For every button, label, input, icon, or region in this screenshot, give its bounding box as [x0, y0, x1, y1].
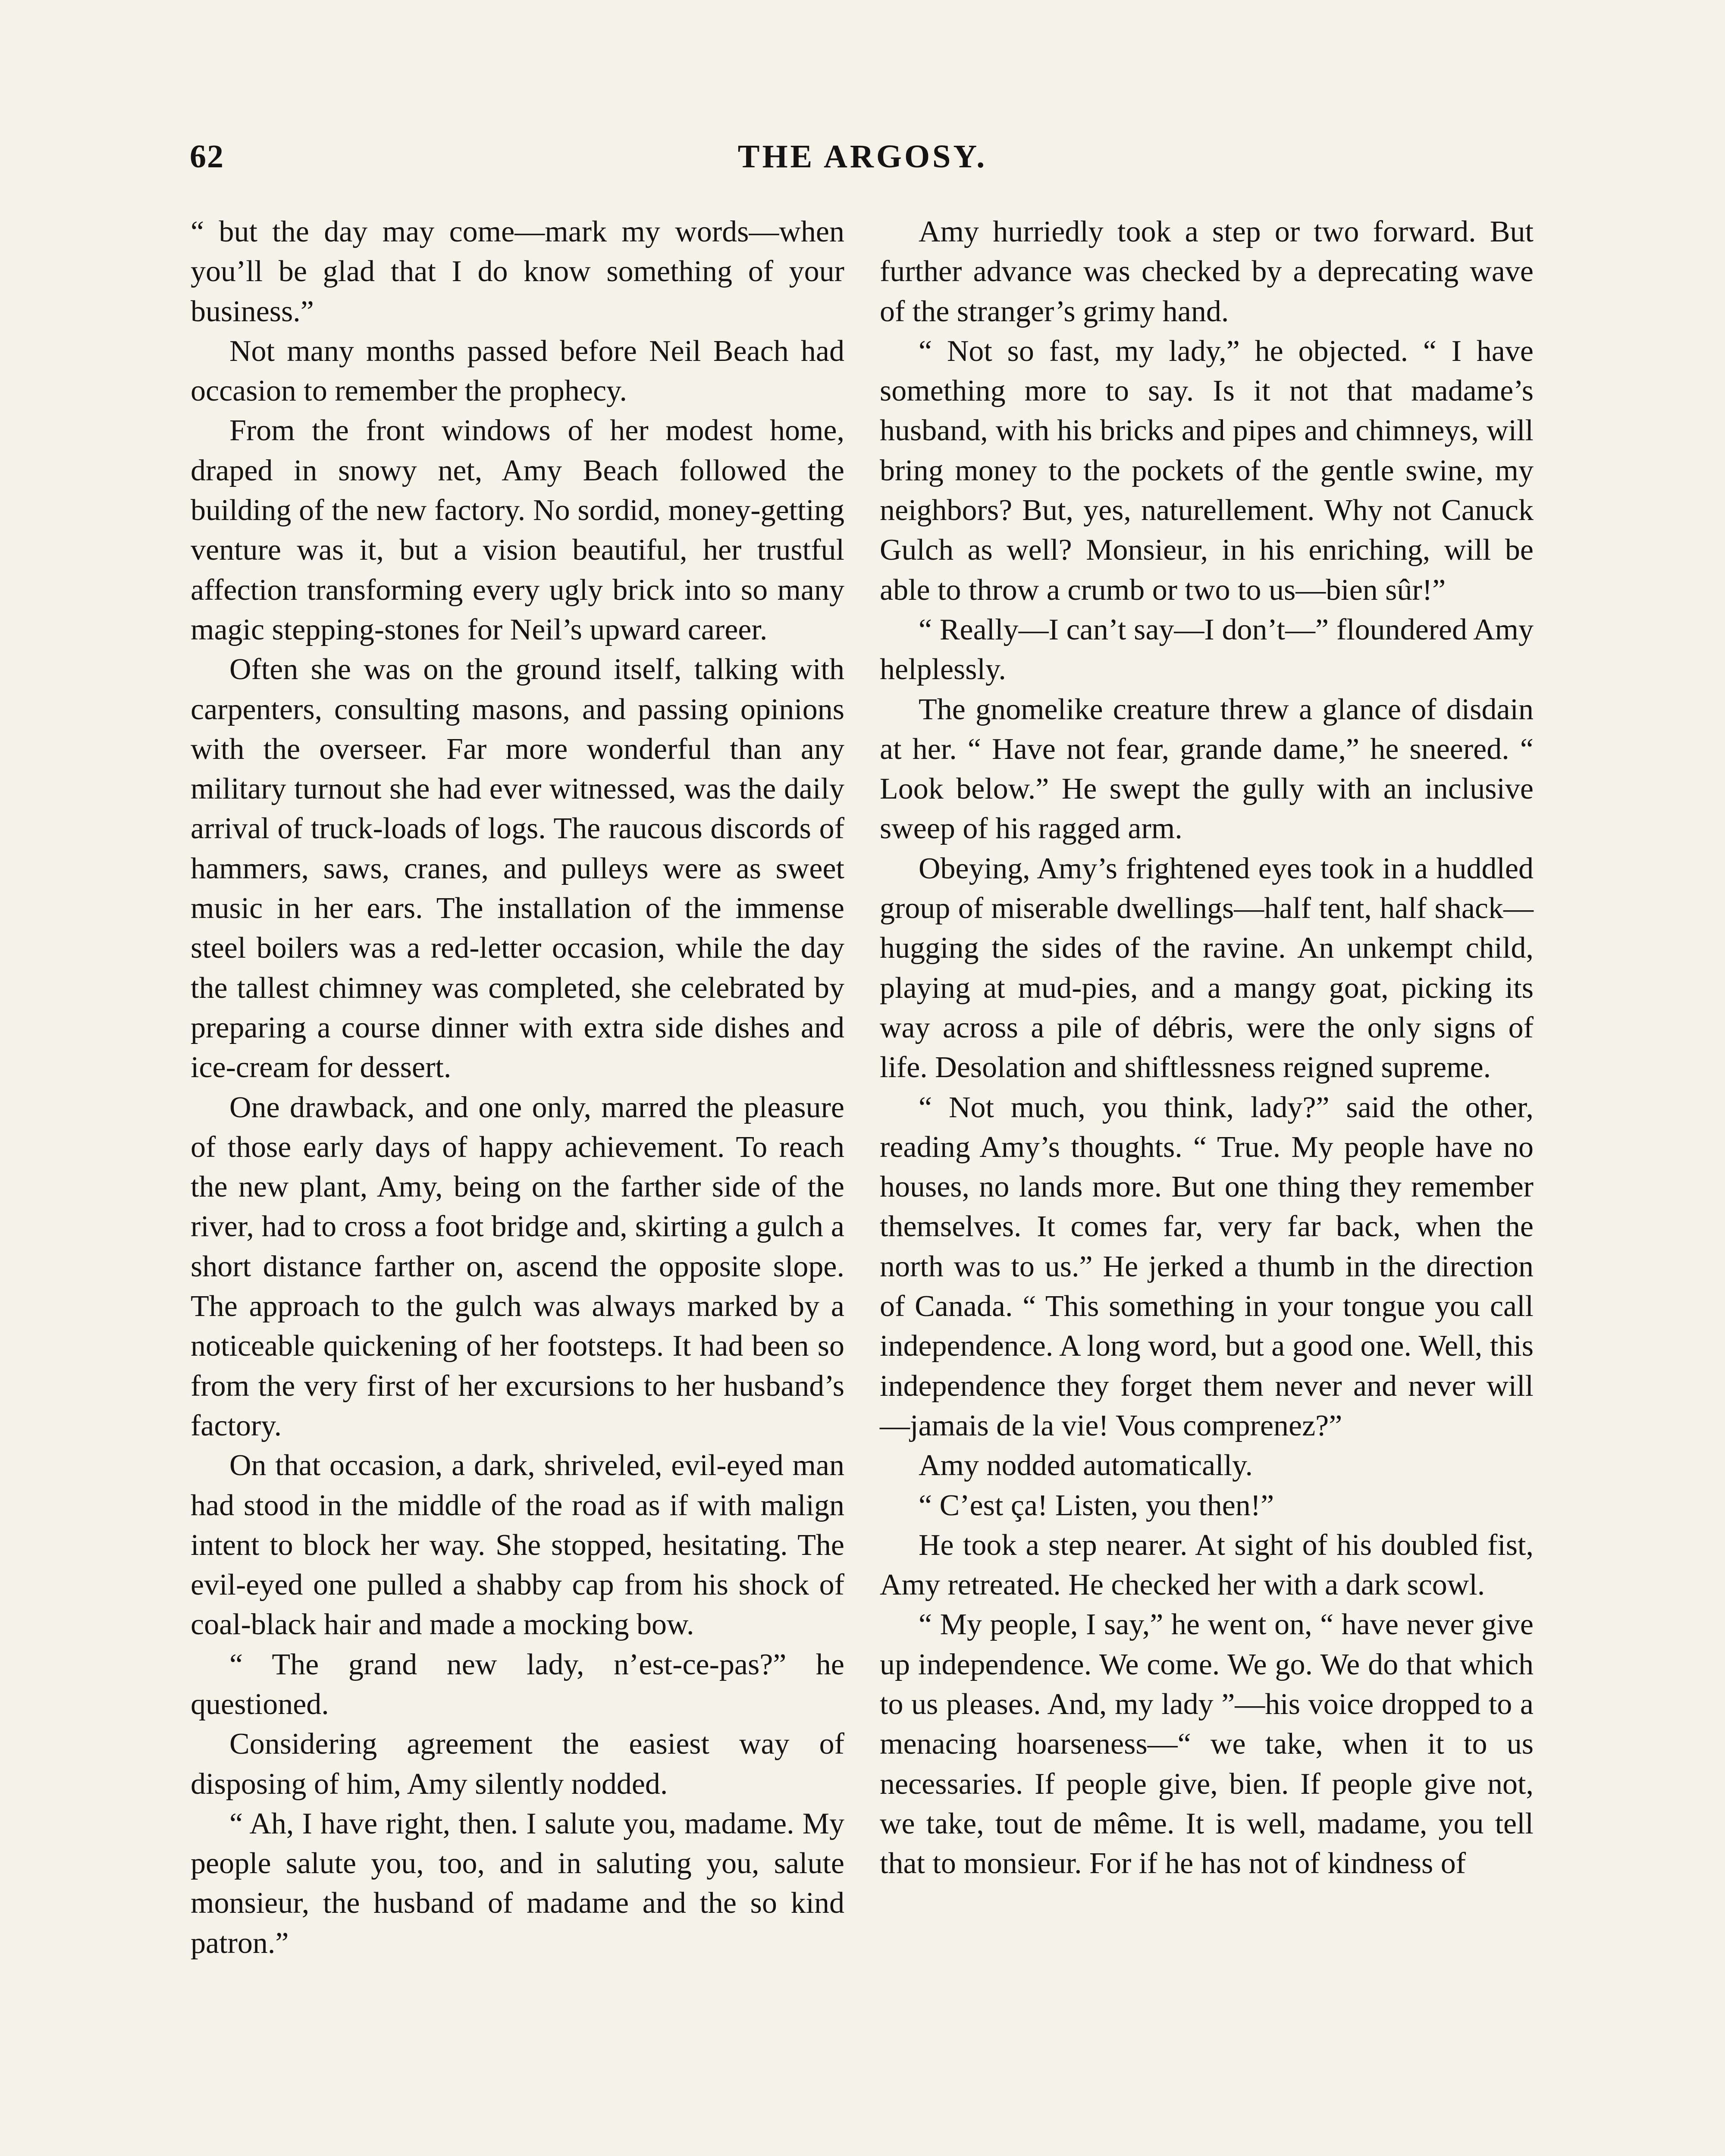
paragraph: Amy hurriedly took a step or two forward. But further advance was checked by a deprecating wave of the stranger’s grimy hand.	[880, 215, 1534, 328]
paragraph: Often she was on the ground itself, talking with carpenters, consulting masons, and passing opinions with the overseer. Far more wonderful than any military turnout she had ever witnessed, was the daily arrival of truck-loads of logs. The raucous discords of hammers, saws, cranes, and pulleys were as sweet music in her ears. The installation of the immense steel boilers was a red-letter occasion, while the day the tallest chimney was completed, she celebrated by preparing a course dinner with extra side dishes and ice-cream for dessert.	[191, 653, 844, 1084]
right-column	[880, 212, 1534, 1883]
page-number: 62	[190, 138, 224, 175]
paragraph: “ My people, I say,” he went on, “ have never give up independence. We come. We go. We do that which to us pleases. And, my lady ”—his voice dropped to a menacing hoarseness—“ we take, when it to us necessaries. If people give, bien. If people give not, we take, tout de même. It is well, madame, you tell that to monsieur. For if he has not of kindness of	[880, 1608, 1534, 1880]
paragraph: Obeying, Amy’s frightened eyes took in a huddled group of miserable dwellings—half tent, half shack—hugging the sides of the ravine. An unkempt child, playing at mud-pies, and a mangy goat, picking its way across a pile of débris, were the only signs of life. Desolation and shiftlessness reigned supreme.	[880, 852, 1534, 1084]
paragraph: One drawback, and one only, marred the pleasure of those early days of happy achievement. To reach the new plant, Amy, being on the farther side of the river, had to cross a foot bridge and, skirting a gulch a short distance farther on, ascend the opposite slope. The approach to the gulch was always marked by a noticeable quickening of her footsteps. It had been so from the very first of her excursions to her husband’s factory.	[191, 1091, 844, 1442]
paragraph: “ Ah, I have right, then. I salute you, madame. My people salute you, too, and in saluting you, salute monsieur, the husband of madame and the so kind patron.”	[191, 1807, 844, 1960]
paragraph: “ Not much, you think, lady?” said the other, reading Amy’s thoughts. “ True. My people have no houses, no lands more. But one thing they remember themselves. It comes far, very far back, when the north was to us.” He jerked a thumb in the direction of Canada. “ This something in your tongue you call independence. A long word, but a good one. Well, this independence they forget them never and never will—jamais de la vie! Vous comprenez?”	[880, 1091, 1534, 1442]
paragraph: On that occasion, a dark, shriveled, evil-eyed man had stood in the middle of the road as if with malign intent to block her way. She stopped, hesitating. The evil-eyed one pulled a shabby cap from his shock of coal-black hair and made a mocking bow.	[191, 1449, 844, 1642]
paragraph: “ C’est ça! Listen, you then!”	[919, 1489, 1274, 1522]
left-column	[191, 212, 844, 1963]
page-header	[190, 138, 1535, 185]
paragraph: “ but the day may come—mark my words—when you’ll be glad that I do know something of your business.”	[191, 215, 844, 328]
paragraph: The gnomelike creature threw a glance of disdain at her. “ Have not fear, grande dame,” he sneered. “ Look below.” He swept the gully with an inclusive sweep of his ragged arm.	[880, 693, 1534, 846]
paragraph: “ Really—I can’t say—I don’t—” floundered Amy helplessly.	[880, 613, 1534, 686]
paragraph: He took a step nearer. At sight of his doubled fist, Amy retreated. He checked her with a dark scowl.	[880, 1528, 1534, 1602]
paragraph: Considering agreement the easiest way of disposing of him, Amy silently nodded.	[191, 1727, 844, 1801]
paragraph: Not many months passed before Neil Beach had occasion to remember the prophecy.	[191, 334, 844, 408]
running-title: THE ARGOSY.	[737, 138, 988, 175]
paragraph: “ The grand new lady, n’est-ce-pas?” he questioned.	[191, 1648, 844, 1721]
paragraph: Amy nodded automatically.	[919, 1449, 1253, 1482]
paragraph: “ Not so fast, my lady,” he objected. “ I have something more to say. Is it not that madame’s husband, with his bricks and pipes and chimneys, will bring money to the pockets of the gentle swine, my neighbors? But, yes, naturellement. Why not Canuck Gulch as well? Monsieur, in his enriching, will be able to throw a crumb or two to us—bien sûr!”	[880, 334, 1534, 607]
paragraph: From the front windows of her modest home, draped in snowy net, Amy Beach followed the building of the new factory. No sordid, money-getting venture was it, but a vision beautiful, her trustful affection transforming every ugly brick into so many magic stepping-stones for Neil’s upward career.	[191, 414, 844, 646]
